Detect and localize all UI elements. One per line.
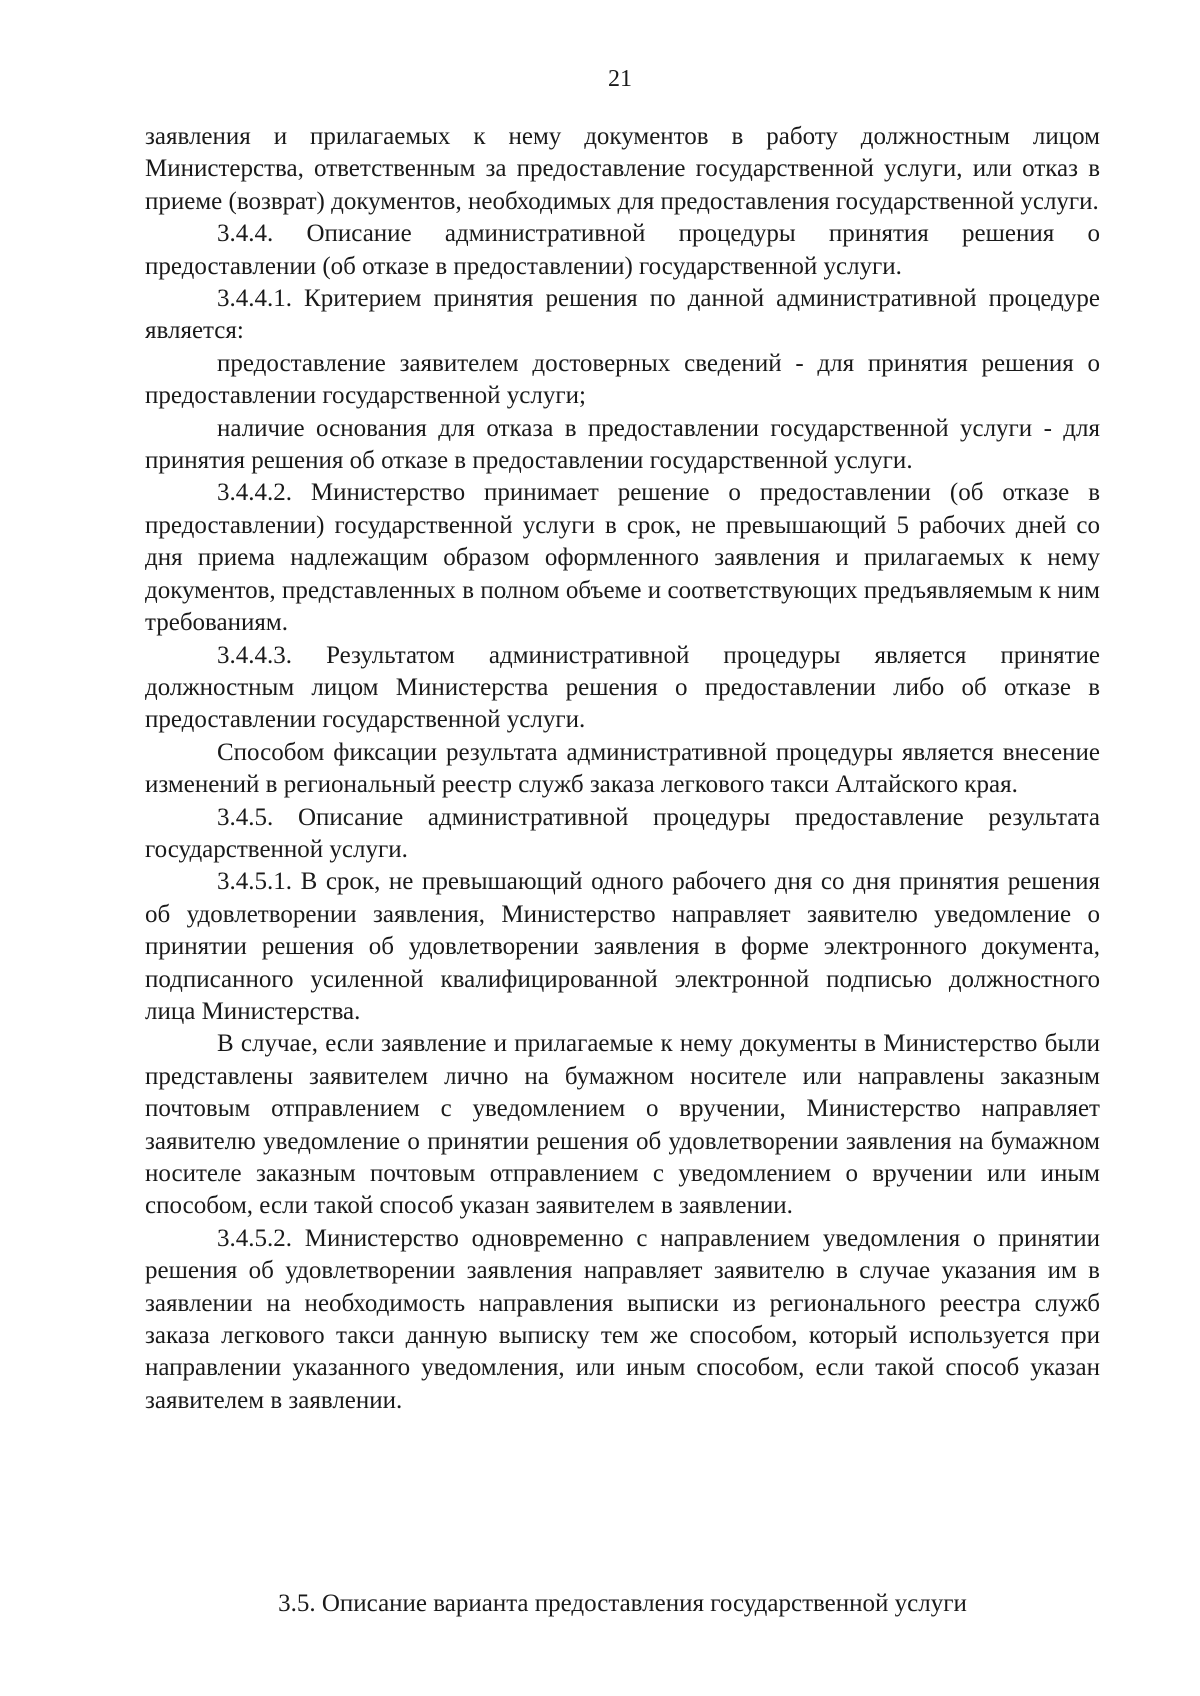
page-number: 21	[608, 66, 632, 92]
paragraph-3-4-4-2: 3.4.4.2. Министерство принимает решение о предоставлении (об отказе в предоставлении) государственной услуги в срок, не превышающий 5 рабочих дней со дня приема надлежащим образом оформленного заявления и прилагаемых к нему документов, представленных в полном объеме и соответствующих предъявляемым к ним требованиям.	[145, 479, 1100, 637]
paragraph-3-4-4-3: 3.4.4.3. Результатом административной процедуры является принятие должностным лицом Министерства решения о предоставлении либо об отказе в предоставлении государственной услуги.	[145, 641, 1100, 734]
paragraph-continuation: заявления и прилагаемых к нему документов в работу должностным лицом Министерства, ответственным за предоставление государственной услуги, или отказ в приеме (возврат) документов, необходимых для предоставления государственной услуги.	[145, 123, 1100, 215]
paragraph-paper-case: В случае, если заявление и прилагаемые к нему документы в Министерство были представлены заявителем лично на бумажном носителе или направлены заказным почтовым отправлением с уведомлением о вручении, Министерство направляет заявителю уведомление о принятии решения об удовлетворении заявления на бумажном носителе заказным почтовым отправлением с уведомлением о вручении или иным способом, если такой способ указан заявителем в заявлении.	[145, 1030, 1100, 1220]
document-body	[145, 121, 1100, 1417]
paragraph-3-4-5-1: 3.4.5.1. В срок, не превышающий одного рабочего дня со дня принятия решения об удовлетворении заявления, Министерство направляет заявителю уведомление о принятии решения об удовлетворении заявления в форме электронного документа, подписанного усиленной квалифицированной электронной подписью должностного лица Министерства.	[145, 868, 1100, 1025]
paragraph-3-4-5-2: 3.4.5.2. Министерство одновременно с направлением уведомления о принятии решения об удовлетворении заявления направляет заявителю в случае указания им в заявлении на необходимость направления выписки из регионального реестра служб заказа легкового такси данную выписку тем же способом, который используется при направлении указанного уведомления, или иным способом, если такой способ указан заявителем в заявлении.	[145, 1224, 1100, 1414]
paragraph-3-4-4: 3.4.4. Описание административной процедуры принятия решения о предоставлении (об отказе в предоставлении) государственной услуги.	[145, 220, 1100, 280]
section-heading-3-5: 3.5. Описание варианта предоставления государственной услуги	[278, 1590, 967, 1617]
paragraph-3-4-5: 3.4.5. Описание административной процедуры предоставление результата государственной услуги.	[145, 803, 1100, 863]
paragraph-fixation-method: Способом фиксации результата административной процедуры является внесение изменений в региональный реестр служб заказа легкового такси Алтайского края.	[145, 738, 1100, 799]
paragraph-3-4-4-1: 3.4.4.1. Критерием принятия решения по данной административной процедуре является:	[145, 285, 1100, 345]
paragraph-criterion-refusal: наличие основания для отказа в предоставлении государственной услуги - для принятия решения об отказе в предоставлении государственной услуги.	[145, 414, 1100, 475]
paragraph-criterion-provision: предоставление заявителем достоверных сведений - для принятия решения о предоставлении государственной услуги;	[145, 349, 1100, 410]
